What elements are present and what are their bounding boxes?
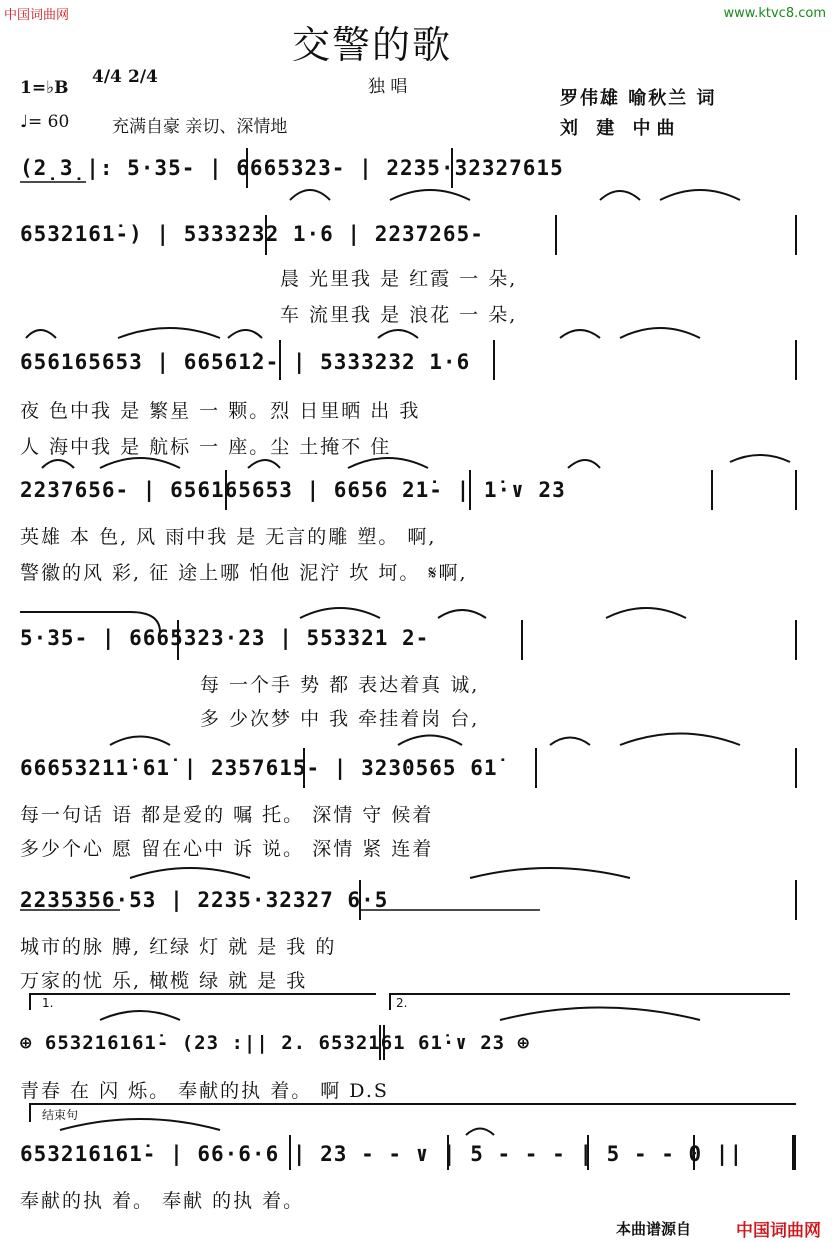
lyric-row-6-verse-1: 每一句话 语 都是爱的 嘱 托。 深情 守 候着 (20, 804, 434, 826)
lyricist-credit: 罗伟雄 喻秋兰 词 (560, 88, 717, 109)
tempo-marking: ♩= 60 (20, 112, 70, 132)
lyric-row-2-verse-1: 晨 光里我 是 红霞 一 朵, (280, 268, 518, 290)
lyric-row-7-verse-2: 万家的忧 乐, 橄榄 绿 就 是 我 (20, 970, 308, 992)
lyric-row-4-verse-1: 英雄 本 色, 风 雨中我 是 无言的雕 塑。 啊, (20, 526, 437, 548)
lyric-row-7-verse-1: 城市的脉 膊, 红绿 灯 就 是 我 的 (20, 936, 337, 958)
notation-row-1: (2̣3̣|: 5·35- | 6665323- | 2235·32327615 (20, 156, 564, 180)
coda-section-label: 结束句 (42, 1108, 79, 1122)
lyric-row-5-verse-2: 多 少次梦 中 我 牵挂着岗 台, (200, 708, 480, 730)
song-title: 交警的歌 (292, 23, 453, 67)
key-signature: 1=♭B (20, 78, 69, 98)
lyric-row-3-verse-1: 夜 色中我 是 繁星 一 颗。烈 日里晒 出 我 (20, 400, 421, 422)
lyric-row-5-verse-1: 每 一个手 势 都 表达着真 诚, (200, 674, 480, 696)
lyric-row-8-verse-1: 青春 在 闪 烁。 奉献的执 着。 啊 D.S (20, 1080, 389, 1102)
lyric-row-6-verse-2: 多少个心 愿 留在心中 诉 说。 深情 紧 连着 (20, 838, 434, 860)
watermark-left: 中国词曲网 (4, 8, 70, 23)
notation-row-4: 2237656- | 656165653 | 6656 21̇- | 1̇·∨ 23 (20, 478, 566, 502)
notation-row-8: ⊕ 653216161̇- (23 :|| 2. 6532161 61̇·∨ 23 ⊕ (20, 1032, 530, 1054)
footer-site-name: 中国词曲网 (736, 1221, 821, 1241)
lyric-row-3-verse-2: 人 海中我 是 航标 一 座。尘 土掩不 住 (20, 436, 392, 458)
time-signature-1: 4/4 (92, 67, 122, 87)
ending-1-label: 1. (42, 996, 54, 1010)
composer-credit: 刘 建 中曲 (560, 118, 681, 139)
notation-row-6: 66653211̇·61̇ | 2357615- | 3230565 61̇ (20, 756, 498, 780)
lyric-row-9-verse-1: 奉献的执 着。 奉献 的执 着。 (20, 1190, 305, 1212)
lyric-row-2-verse-2: 车 流里我 是 浪花 一 朵, (280, 304, 518, 326)
footer-source-label: 本曲谱源自 (616, 1220, 692, 1238)
performance-mode: 独 唱 (368, 77, 408, 97)
notation-row-7: 2235356·53 | 2235·32327 6·5 (20, 888, 389, 912)
watermark-right: www.ktvc8.com (723, 6, 826, 21)
expression-marking: 充满自豪 亲切、深情地 (112, 117, 288, 137)
notation-row-5: 5·35- | 6665323·23 | 553321 2- (20, 626, 430, 650)
lyric-row-4-verse-2: 警徽的风 彩, 征 途上哪 怕他 泥泞 坎 坷。 𝄋啊, (20, 562, 468, 584)
ending-2-label: 2. (396, 996, 408, 1010)
notation-row-9: 653216161̇- | 66·6·6 | 23 - - ∨ | 5 - - - | 5 - - 0 || (20, 1142, 744, 1166)
time-signature-2: 2/4 (128, 67, 158, 87)
notation-row-3: 656165653 | 66561̇2- | 5333232 1·6 (20, 350, 471, 374)
notation-row-2: 6532161̇-) | 5333232 1·6 | 2237265- (20, 222, 484, 246)
